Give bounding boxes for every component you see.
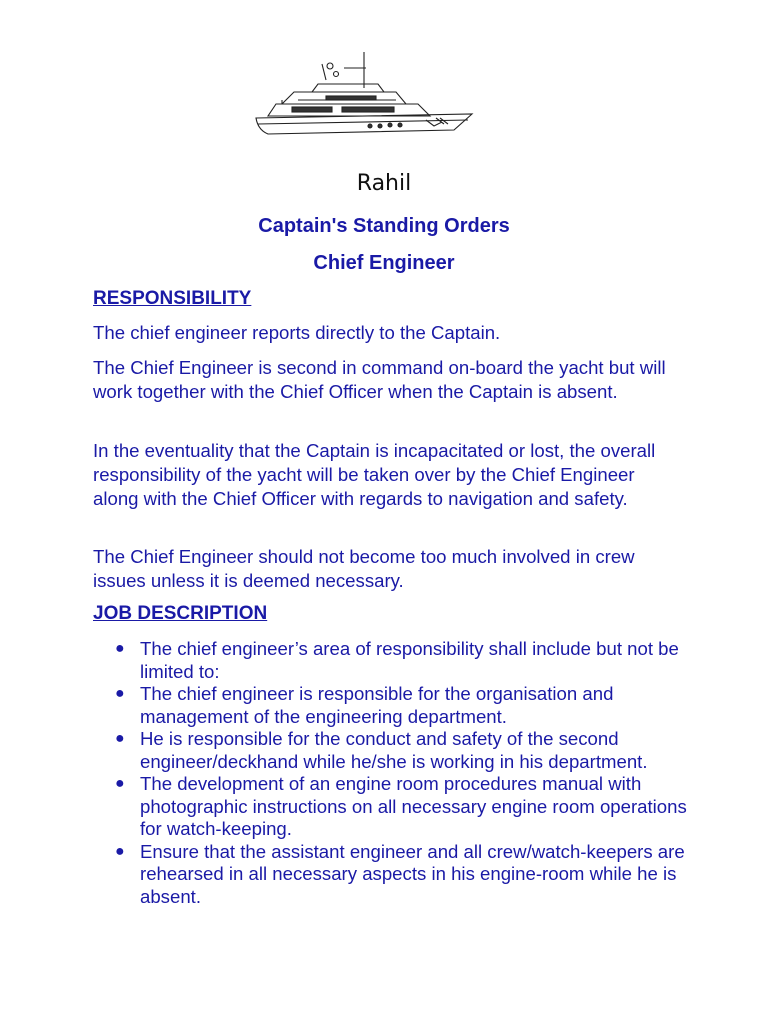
- list-item-text: Ensure that the assistant engineer and all crew/watch-keepers are rehearsed in all necessary aspects in his engine-room while he is absent.: [140, 840, 685, 907]
- responsibility-heading: RESPONSIBILITY: [93, 288, 252, 309]
- bullet-icon: ●: [115, 640, 125, 657]
- list-item: [93, 728, 693, 773]
- bullet-icon: ●: [115, 730, 125, 747]
- bullet-icon: ●: [115, 842, 125, 860]
- page-subtitle: Chief Engineer: [313, 252, 455, 274]
- yacht-icon: [246, 44, 476, 152]
- list-item: [93, 841, 693, 909]
- responsibility-paragraph: The Chief Engineer is second in command on-board the yacht but will work together with the Chief Officer when the Captain is absent.: [93, 357, 666, 402]
- list-item-text: The chief engineer’s area of responsibility shall include but not be limited to:: [140, 638, 679, 682]
- responsibility-paragraph: The Chief Engineer should not become too much involved in crew issues unless it is deemed necessary.: [93, 546, 635, 591]
- list-item-text: The development of an engine room procedures manual with photographic instructions on all necessary engine room operations for watch-keeping.: [140, 773, 687, 839]
- bullet-icon: ●: [115, 775, 125, 792]
- job-description-heading: JOB DESCRIPTION: [93, 603, 268, 624]
- list-item: [93, 638, 693, 683]
- responsibility-paragraph: In the eventuality that the Captain is incapacitated or lost, the overall responsibility of the yacht will be taken over by the Chief Engineer along with the Chief Officer with regards to navigation and safety.: [93, 440, 656, 509]
- list-item-text: He is responsible for the conduct and safety of the second engineer/deckhand while he/she is working in his department.: [140, 728, 648, 772]
- bullet-icon: ●: [115, 685, 125, 702]
- responsibility-paragraph: The chief engineer reports directly to the Captain.: [93, 322, 501, 343]
- list-item: [93, 773, 693, 841]
- list-item: [93, 683, 693, 728]
- list-item-text: The chief engineer is responsible for the organisation and management of the engineering department.: [140, 683, 614, 727]
- page-title: Captain's Standing Orders: [258, 215, 510, 237]
- job-description-list: [93, 638, 693, 908]
- owner-name: Rahil: [356, 171, 412, 196]
